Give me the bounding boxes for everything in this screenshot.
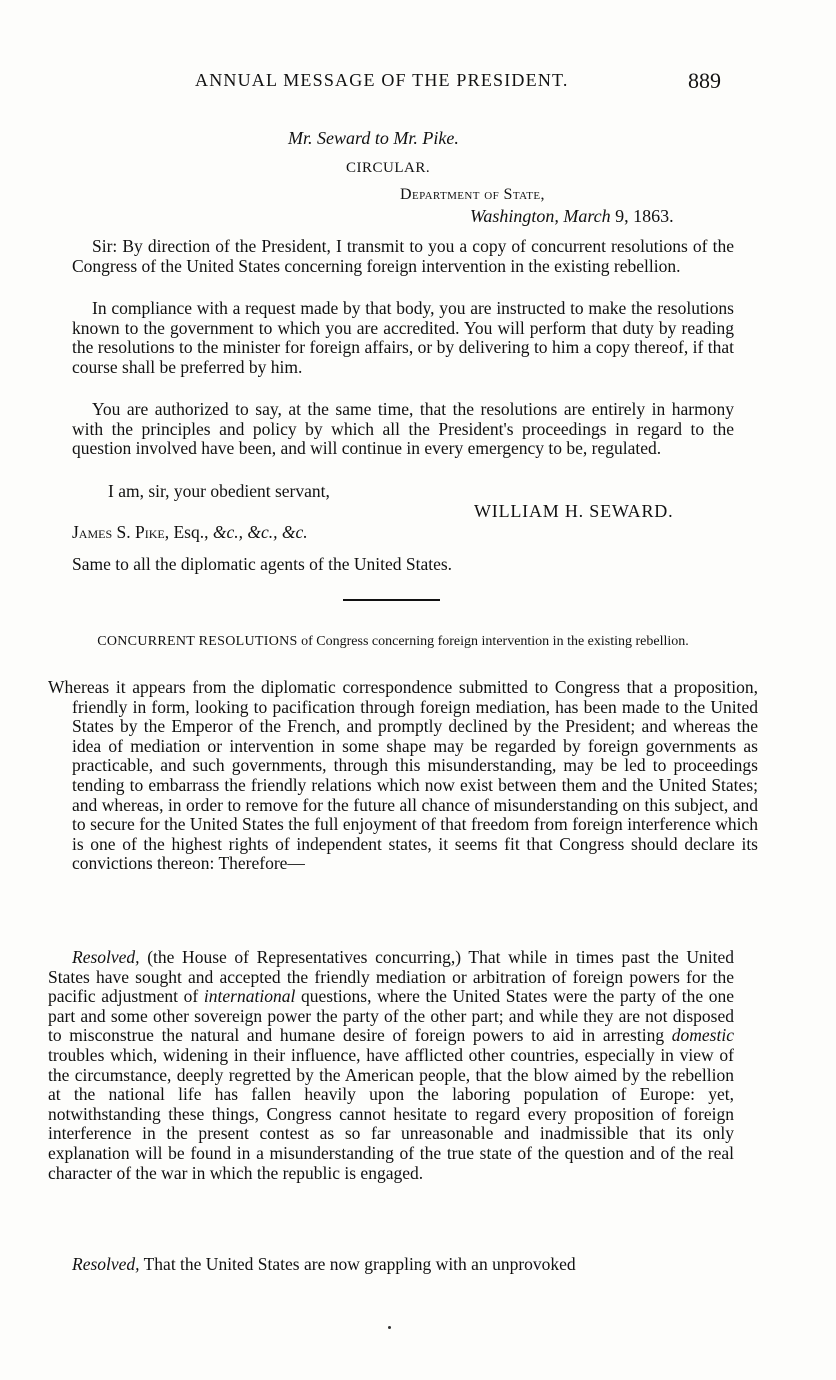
letter-paragraph-3-text: You are authorized to say, at the same time, that the resolutions are entirely in harmony with the principles and policy by which all the President's proceedings in regard to the question involved have been, and will continue in every emergency to be, regulated. — [72, 399, 734, 458]
distribution-note: Same to all the diplomatic agents of the United States. — [72, 554, 453, 574]
addressee-title: Esq., — [173, 522, 209, 542]
letter-title: Mr. Seward to Mr. Pike. — [288, 128, 459, 148]
resolved-2-text: That the United States are now grappling with an unprovoked — [143, 1254, 576, 1274]
resolved-1-part-b: questions, where the United States were the party of the one part and some other sovereign power the party of the other part; and while they are not disposed to misconstrue the natural and humane desire of foreign powers to aid in arresting — [48, 986, 735, 1046]
resolved-1-emphasis-1: international — [203, 986, 296, 1007]
letter-paragraph-1-text: Sir: By direction of the President, I transmit to you a copy of concurrent resolutions of the Congress of the United States concerning foreign intervention in the existing rebellion. — [72, 236, 734, 276]
printer-mark — [388, 1326, 391, 1329]
closing: I am, sir, your obedient servant, — [108, 481, 330, 501]
dateline-place: Washington, March — [470, 206, 611, 226]
resolved-1-word: Resolved, — [72, 947, 140, 967]
running-head: ANNUAL MESSAGE OF THE PRESIDENT. — [195, 70, 569, 90]
dateline — [470, 206, 674, 227]
circular-label: CIRCULAR. — [346, 160, 431, 176]
letter-paragraph-2 — [72, 299, 734, 377]
addressee — [72, 522, 308, 543]
dateline-date: 9, 1863. — [615, 206, 674, 226]
resolved-1-emphasis-2: domestic — [671, 1025, 734, 1046]
resolved-paragraph-1 — [48, 948, 734, 1183]
letter-paragraph-3 — [72, 400, 734, 459]
department-line: Department of State, — [400, 186, 545, 203]
resolved-paragraph-2 — [48, 1255, 734, 1275]
resolved-1-part-c: troubles which, widening in their influence, have afflicted other countries, especially in view of the circumstance, deeply regretted by the American people, that the blow aimed by the rebellion at the national life has fallen heavily upon the laboring population of Europe: yet, notwithstanding these things, Congress cannot hesitate to regard every proposition of foreign interference in the present contest as so far unreasonable and inadmissible that its only explanation will be found in a misunderstanding of the true state of the question and of the real character of the war in which the republic is engaged. — [48, 1044, 734, 1183]
addressee-name: James S. Pike, — [72, 522, 170, 542]
resolved-1-part-a: (the House of Representatives concurring,) That while in times past the United States have sought and accepted the friendly mediation or arbitration of foreign powers for the pacific adjustment of — [48, 947, 735, 1007]
letter-paragraph-1 — [72, 237, 734, 276]
resolved-2-word: Resolved, — [72, 1254, 140, 1274]
signature: WILLIAM H. SEWARD. — [474, 501, 674, 521]
resolutions-heading-caps: CONCURRENT RESOLUTIONS — [97, 634, 298, 649]
page-number: 889 — [688, 68, 721, 93]
addressee-etc: &c., &c., &c. — [212, 522, 308, 542]
resolutions-heading-rest: of Congress concerning foreign intervention in the existing rebellion. — [301, 634, 689, 649]
whereas-paragraph: Whereas it appears from the diplomatic correspondence submitted to Congress that a proposition, friendly in form, looking to pacification through foreign mediation, has been made to the United States by the Emperor of the French, and promptly declined by the President; and whereas the idea of mediation or intervention in some shape may be regarded by foreign governments as practicable, and such governments, through this misunderstanding, may be led to proceedings tending to embarrass the friendly relations which now exist between them and the United States; and whereas, in order to remove for the future all chance of misunderstanding on this subject, and to secure for the United States the full enjoyment of that freedom from foreign interference which is one of the highest rights of independent states, it seems fit that Congress should declare its convictions thereon: Therefore— — [48, 677, 758, 874]
section-divider — [343, 599, 440, 601]
letter-paragraph-2-text: In compliance with a request made by that body, you are instructed to make the resolutions known to the government to which you are accredited. You will perform that duty by reading the resolutions to the minister for foreign affairs, or by delivering to him a copy thereof, if that course shall be preferred by him. — [72, 298, 734, 377]
resolutions-heading — [48, 633, 738, 650]
